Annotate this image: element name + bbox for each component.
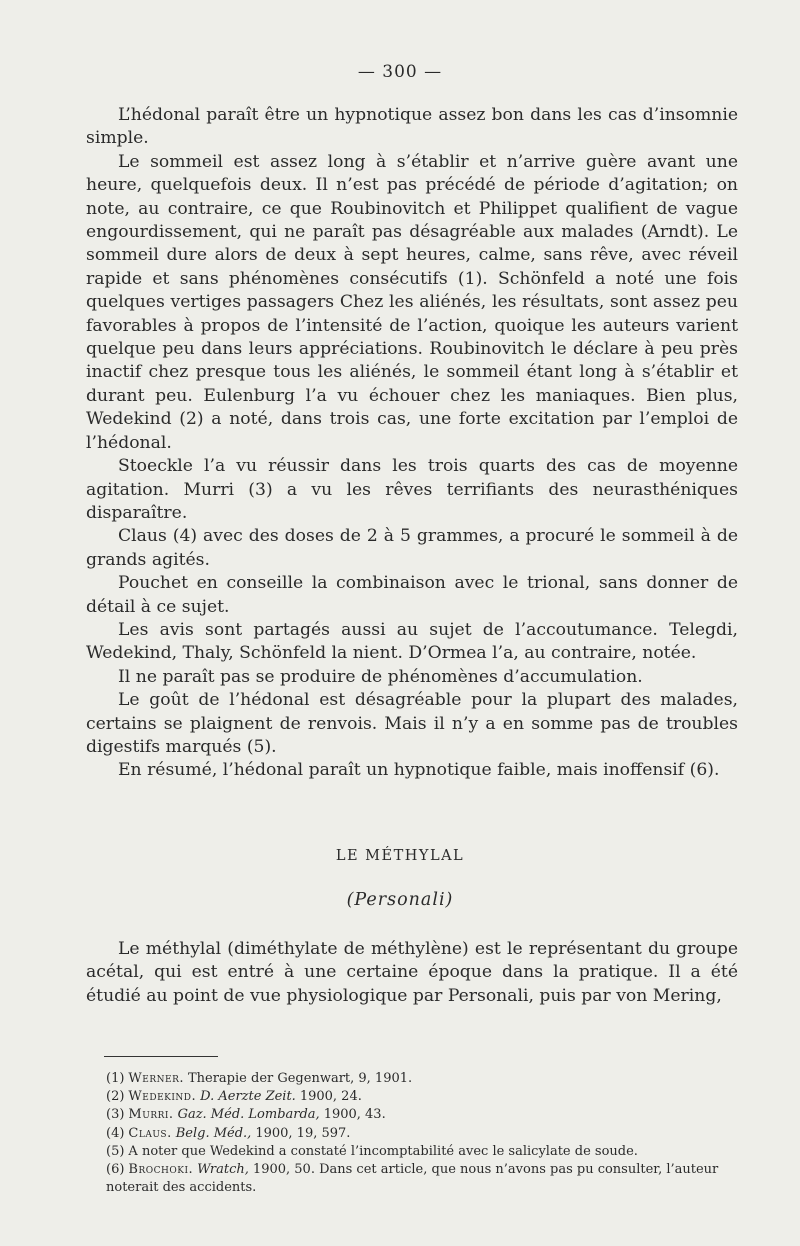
footnote-divider: [104, 1056, 218, 1057]
footnote: [106, 1125, 738, 1143]
footnote-text: 1900, 50. Dans cet article, que nous n’avons pas pu consulter, l’auteur noterait des accidents.: [106, 1162, 719, 1196]
paragraph: L’hédonal paraît être un hypnotique assez bon dans les cas d’insomnie simple.: [86, 105, 738, 149]
paragraph: En résumé, l’hédonal paraît un hypnotique faible, mais inoffensif (6).: [118, 760, 720, 781]
footnote-journal: Gaz. Méd. Lombarda,: [177, 1107, 320, 1123]
footnote-journal: D. Aerzte Zeit.: [200, 1089, 296, 1105]
footnote: [106, 1106, 738, 1124]
footnote: [106, 1088, 738, 1106]
paragraph: Claus (4) avec des doses de 2 à 5 grammes, a procuré le sommeil à de grands agités.: [86, 526, 738, 570]
paragraph: Il ne paraît pas se produire de phénomènes d’accumulation.: [118, 666, 643, 687]
paragraph: Les avis sont partagés aussi au sujet de l’accoutumance. Telegdi, Wedekind, Thaly, Schönfeld la nient. D’Ormea l’a, au contraire, notée.: [86, 619, 738, 664]
footnote-number: (2): [106, 1089, 125, 1105]
paragraph: Le goût de l’hédonal est désagréable pour la plupart des malades, certains se plaignent de renvois. Mais il n’y a en somme pas de troubles digestifs marqués (5).: [86, 690, 738, 757]
footnote-number: (1): [106, 1071, 125, 1086]
section-title: LE MÉTHYLAL: [335, 848, 465, 864]
footnote-journal: Wratch,: [197, 1162, 249, 1178]
footnote-text: 1900, 43.: [323, 1107, 386, 1123]
footnote: [106, 1143, 738, 1161]
footnote-journal: Belg. Méd.,: [175, 1125, 252, 1141]
footnote-author: Claus.: [128, 1125, 172, 1141]
footnote-number: (3): [106, 1107, 125, 1123]
footnote-text: A noter que Wedekind a constaté l’incomptabilité avec le salicylate de soude.: [128, 1143, 638, 1159]
paragraph: Stoeckle l’a vu réussir dans les trois quarts des cas de moyenne agitation. Murri (3) a vu les rêves terrifiants des neurasthéniques disparaître.: [86, 456, 738, 523]
footnote-author: Brochoki.: [128, 1162, 194, 1178]
footnote: [106, 1070, 738, 1088]
main-text: [86, 104, 738, 783]
footnote-text: 1900, 24.: [299, 1089, 362, 1105]
paragraph: Le méthylal (diméthylate de méthylène) est le représentant du groupe acétal, qui est entré à une certaine époque dans la pratique. Il a été étudié au point de vue physiologique par Personali, puis par von Mering,: [86, 939, 738, 1006]
page-number: — 300 —: [357, 62, 443, 82]
footnote: [106, 1161, 738, 1197]
footnote-author: Murri.: [128, 1107, 174, 1123]
section-text: [86, 938, 738, 1008]
footnote-text: Therapie der Gegenwart, 9, 1901.: [187, 1071, 413, 1086]
footnote-author: Wedekind.: [128, 1089, 197, 1105]
paragraph: Le sommeil est assez long à s’établir et n’arrive guère avant une heure, quelquefois deux. Il n’est pas précédé de période d’agitation; on note, au contraire, ce que Roubinovitch et Philippet qualifient de vague engourdissement, qui ne paraît pas désagréable aux malades (Arndt). Le sommeil dure alors de deux à sept heures, calme, sans rêve, avec réveil rapide et sans phénomènes consécutifs (1). Schönfeld a noté une fois quelques vertiges passagers Chez les aliénés, les résultats, sont assez peu favorables à propos de l’intensité de l’action, quoique les auteurs varient quelque peu dans leurs appréciations. Roubinovitch le déclare à peu près inactif chez presque tous les aliénés, le sommeil étant long à s’établir et durant peu. Eulenburg l’a vu échouer chez les maniaques. Bien plus, Wedekind (2) a noté, dans trois cas, une forte excitation par l’emploi de l’hédonal.: [86, 151, 738, 453]
footnote-text: 1900, 19, 597.: [255, 1125, 351, 1141]
footnote-number: (6): [106, 1162, 125, 1178]
paragraph: Pouchet en conseille la combinaison avec le trional, sans donner de détail à ce sujet.: [86, 573, 738, 617]
footnotes: [106, 1070, 738, 1197]
footnote-number: (4): [106, 1125, 125, 1141]
footnote-author: Werner.: [128, 1071, 184, 1086]
footnote-number: (5): [106, 1143, 125, 1159]
section-author: (Personali): [346, 890, 454, 910]
